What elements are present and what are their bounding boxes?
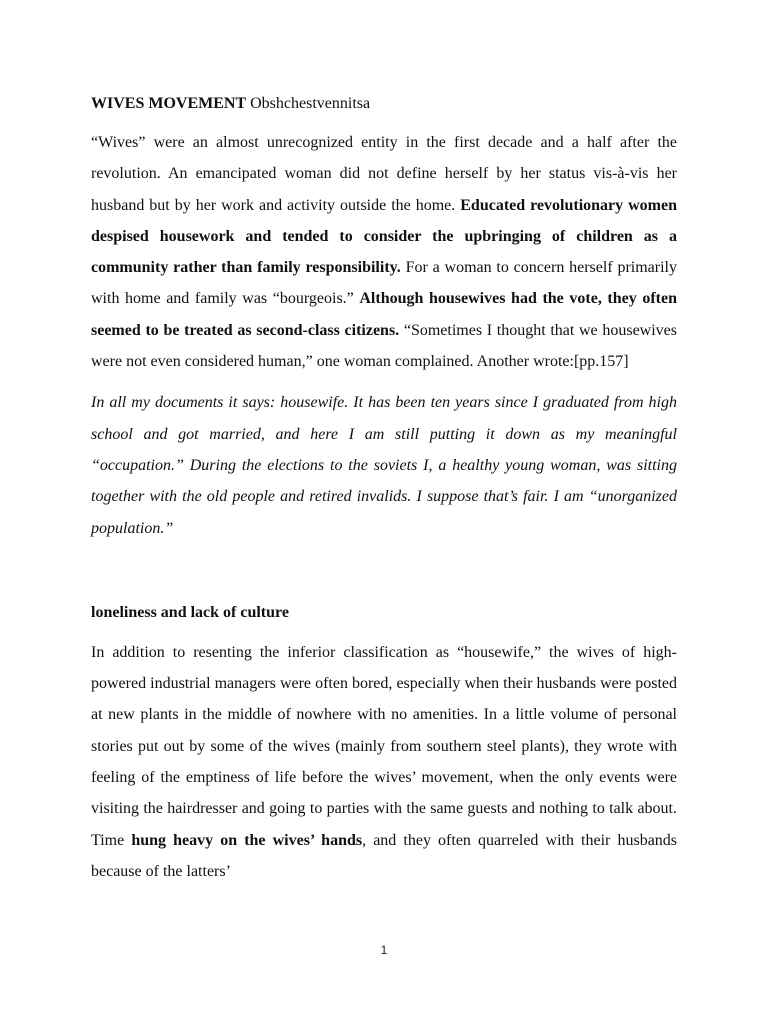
text-run: “Sometimes I thought that we housewives were not even considered human,” one woman complained. Another wrote:[pp.157]: [91, 321, 677, 371]
text-run: , and they often quarreled with their husbands because of the latters’: [91, 831, 678, 880]
page-number: 1: [380, 943, 388, 957]
text-run: “Wives” were an almost unrecognized entity in the first decade and a half after the revolution. An emancipated woman did not define herself by her status vis-à-vis her husband but by her work and activity outside the home.: [91, 134, 677, 214]
block-quote: In all my documents it says: housewife. It has been ten years since I graduated from high school and got married, and here I am still putting it down as my meaningful “occupation.” During the elections to the soviets I, a healthy young woman, was sitting together with the old people and retired invalids. I suppose that’s fair. I am “unorganized population.”: [91, 394, 677, 537]
document-title-subtitle: Obshchestvennitsa: [250, 95, 371, 112]
text-run: In addition to resenting the inferior classification as “housewife,” the wives of high-powered industrial managers were often bored, especially when their husbands were posted at new plants in the middle of nowhere with no amenities. In a little volume of personal stories put out by some of the wives (mainly from southern steel plants), they wrote with feeling of the emptiness of life before the wives’ movement, when the only events were visiting the hairdresser and going to parties with the same guests and nothing to talk about. Time: [91, 643, 677, 849]
document-title: WIVES MOVEMENT: [91, 95, 247, 112]
text-run-bold: Although housewives had the vote, they often seemed to be treated as second-class citizens.: [91, 290, 677, 339]
document-heading: [91, 91, 677, 117]
document-page: [91, 91, 677, 887]
text-run-bold: hung heavy on the wives’ hands: [131, 831, 363, 849]
text-run-bold: Educated revolutionary women despised housework and tended to consider the upbringing of children as a community rather than family responsibility.: [91, 196, 678, 277]
paragraph-loneliness: [91, 637, 677, 887]
section-heading: loneliness and lack of culture: [91, 603, 289, 621]
paragraph-wives-status: [91, 127, 677, 377]
text-run: For a woman to concern herself primarily with home and family was “bourgeois.”: [91, 259, 678, 308]
